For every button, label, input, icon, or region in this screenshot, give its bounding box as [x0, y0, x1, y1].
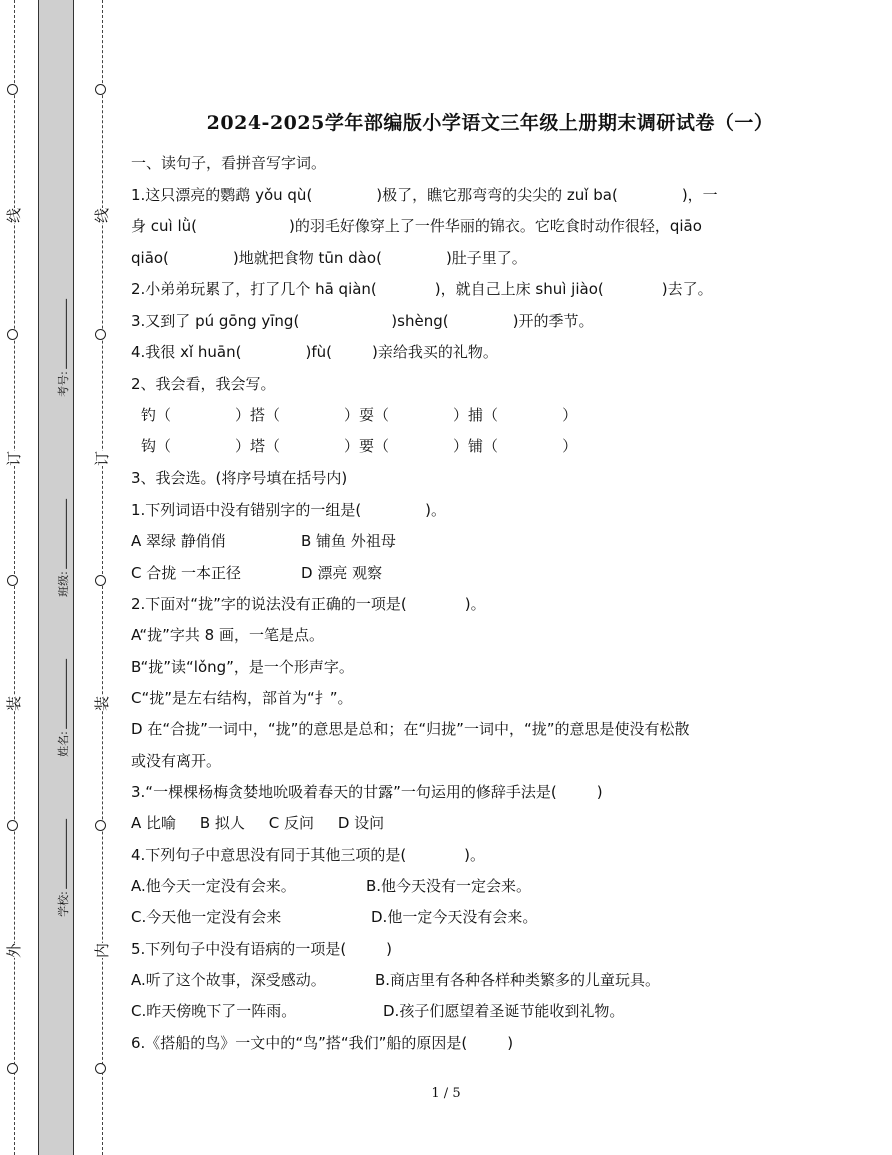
char-row: 钓（ ）搭（ ）耍（ ）捕（ ） [141, 406, 578, 424]
margin-char: 线 [93, 207, 112, 224]
question-line: qiāo( )地就把食物 tūn dào( )肚子里了。 [131, 249, 527, 267]
binding-hole [95, 84, 106, 95]
question-line: 2.小弟弟玩累了，打了几个 hā qiàn( )，就自己上床 shuì jiào( )去了。 [131, 280, 713, 298]
name-field: 姓名: [55, 659, 71, 757]
question-line: 1.下列词语中没有错别字的一组是( )。 [131, 501, 447, 519]
option-line: C.昨天傍晚下了一阵雨。 D.孩子们愿望着圣诞节能收到礼物。 [131, 1002, 625, 1020]
option-line: A 比喻 B 拟人 C 反问 D 设问 [131, 814, 385, 832]
option-line: A.听了这个故事，深受感动。 B.商店里有各种各样种类繁多的儿童玩具。 [131, 971, 661, 989]
binding-hole [95, 329, 106, 340]
question-line: 2.下面对“拢”字的说法没有正确的一项是( )。 [131, 595, 486, 613]
binding-hole [7, 820, 18, 831]
option-line: 或没有离开。 [131, 752, 222, 770]
binding-hole [95, 820, 106, 831]
class-field: 班级: [55, 499, 71, 597]
question-line: 3.又到了 pú gōng yīng( )shèng( )开的季节。 [131, 312, 594, 330]
binding-hole [7, 84, 18, 95]
char-row: 钩（ ）塔（ ）要（ ）铺（ ） [141, 437, 578, 455]
option-line: A.他今天一定没有会来。 B.他今天没有一定会来。 [131, 877, 532, 895]
question-line: 6.《搭船的鸟》一文中的“鸟”搭“我们”船的原因是( ) [131, 1034, 514, 1052]
question-line: 4.我很 xǐ huān( )fù( )亲给我买的礼物。 [131, 343, 498, 361]
exam-title: 2024-2025学年部编版小学语文三年级上册期末调研试卷（一） [206, 112, 774, 134]
option-line: D 在“合拢”一词中，“拢”的意思是总和；在“归拢”一词中，“拢”的意思是使没有松散 [131, 720, 690, 738]
question-line: 5.下列句子中没有语病的一项是( ) [131, 940, 393, 958]
option-line: C 合拢 一本正径 D 漂亮 观察 [131, 564, 383, 582]
binding-hole [95, 1063, 106, 1074]
option-line: B“拢”读“lǒng”，是一个形声字。 [131, 658, 354, 676]
binding-hole [7, 1063, 18, 1074]
binding-hole [7, 575, 18, 586]
option-line: A“拢”字共 8 画，一笔是点。 [131, 626, 324, 644]
binding-hole [7, 329, 18, 340]
margin-char: 订 [93, 450, 112, 467]
section-heading: 2、我会看，我会写。 [131, 375, 276, 393]
option-line: A 翠绿 静俏俏 B 铺鱼 外祖母 [131, 532, 396, 550]
school-field: 学校: [55, 819, 71, 917]
margin-char: 订 [5, 450, 24, 467]
section-heading: 3、我会选。(将序号填在括号内) [131, 469, 348, 487]
exam-number-field: 考号: [55, 299, 71, 397]
margin-char: 内 [93, 942, 112, 959]
margin-char: 装 [5, 695, 24, 712]
question-line: 3.“一棵棵杨梅贪婪地吮吸着春天的甘露”一句运用的修辞手法是( ) [131, 783, 603, 801]
binding-hole [95, 575, 106, 586]
option-line: C.今天他一定没有会来 D.他一定今天没有会来。 [131, 908, 538, 926]
margin-char: 外 [5, 942, 24, 959]
page-number: 1 / 5 [431, 1086, 461, 1101]
question-line: 4.下列句子中意思没有同于其他三项的是( )。 [131, 846, 486, 864]
option-line: C“拢”是左右结构，部首为“扌”。 [131, 689, 353, 707]
question-line: 身 cuì lǜ( )的羽毛好像穿上了一件华丽的锦衣。它吃食时动作很轻，qiāo [131, 217, 702, 235]
section-heading: 一、读句子，看拼音写字词。 [131, 154, 327, 172]
margin-char: 装 [93, 695, 112, 712]
question-line: 1.这只漂亮的鹦鹉 yǒu qù( )极了，瞧它那弯弯的尖尖的 zuǐ ba( )，一 [131, 186, 718, 204]
margin-char: 线 [5, 207, 24, 224]
